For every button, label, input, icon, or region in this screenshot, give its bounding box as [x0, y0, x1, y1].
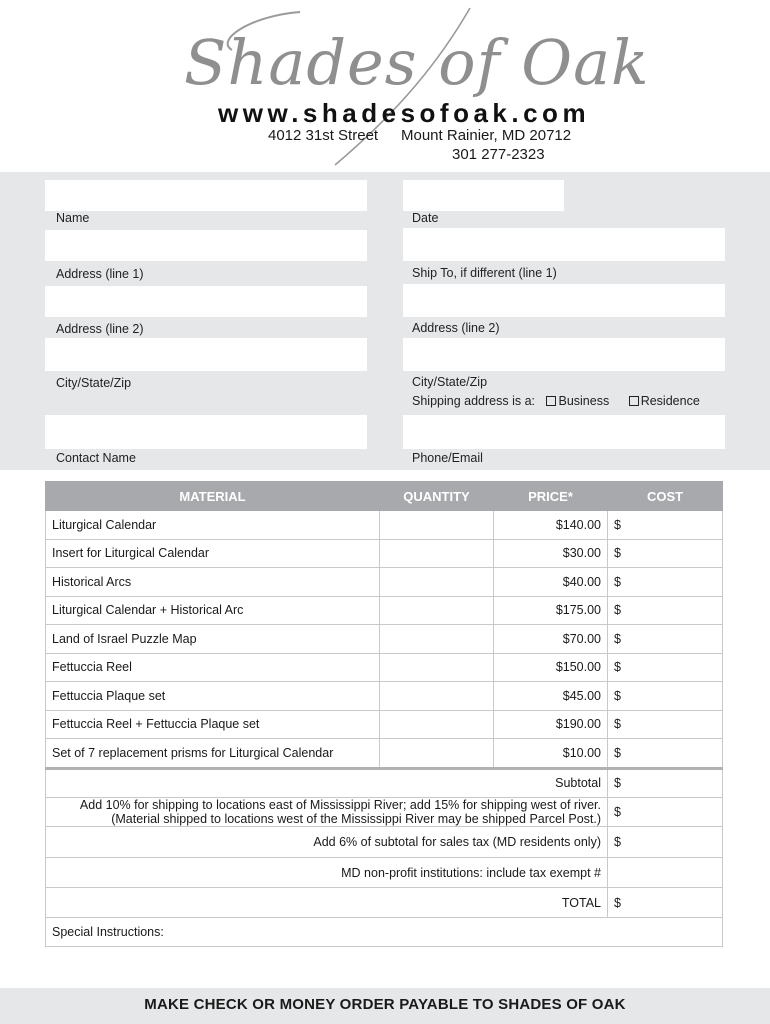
nonprofit-row — [46, 858, 723, 888]
payment-instructions: MAKE CHECK OR MONEY ORDER PAYABLE TO SHADES OF OAK — [0, 988, 770, 1024]
quantity-input[interactable] — [380, 596, 494, 625]
price-cell: $45.00 — [494, 682, 608, 711]
header-price: PRICE* — [494, 482, 608, 511]
total-row — [46, 888, 723, 918]
tax-exempt-input[interactable] — [608, 858, 723, 888]
address-line2-label: Address (line 2) — [56, 322, 144, 336]
price-cell: $175.00 — [494, 596, 608, 625]
website-url: www.shadesofoak.com — [218, 98, 591, 128]
letterhead — [0, 0, 770, 172]
quantity-input[interactable] — [380, 625, 494, 654]
material-cell: Liturgical Calendar + Historical Arc — [46, 596, 380, 625]
shipto-line2-field[interactable] — [403, 284, 725, 317]
contact-name-label: Contact Name — [56, 451, 136, 465]
address-city: Mount Rainier, MD 20712 — [401, 127, 572, 144]
special-instructions-field[interactable] — [46, 918, 723, 947]
shipping-line1: Add 10% for shipping to locations east of Mississippi River; add 15% for shipping west of river. — [79, 798, 601, 812]
shipping-row — [46, 798, 723, 827]
material-cell: Fettuccia Reel — [46, 653, 380, 682]
special-instructions-row — [46, 918, 723, 947]
name-field[interactable] — [45, 180, 367, 211]
table-row — [46, 596, 723, 625]
subtotal-label: Subtotal — [46, 768, 608, 798]
phone-email-field[interactable] — [403, 415, 725, 449]
special-instructions-label: Special Instructions: — [52, 924, 164, 939]
cost-input[interactable]: $ — [608, 710, 723, 739]
address-street: 4012 31st Street — [268, 127, 379, 144]
quantity-input[interactable] — [380, 539, 494, 568]
phone-email-label: Phone/Email — [412, 451, 483, 465]
price-cell: $190.00 — [494, 710, 608, 739]
cost-input[interactable]: $ — [608, 682, 723, 711]
material-cell: Fettuccia Reel + Fettuccia Plaque set — [46, 710, 380, 739]
table-row — [46, 739, 723, 769]
table-row — [46, 653, 723, 682]
business-label: Business — [558, 394, 610, 408]
logo: Shades of Oak — [184, 26, 650, 99]
price-cell: $40.00 — [494, 568, 608, 597]
subtotal-row — [46, 768, 723, 798]
nonprofit-label: MD non-profit institutions: include tax exempt # — [46, 858, 608, 888]
table-row — [46, 539, 723, 568]
address-line1-label: Address (line 1) — [56, 267, 144, 281]
tax-label: Add 6% of subtotal for sales tax (MD residents only) — [46, 827, 608, 858]
cost-input[interactable]: $ — [608, 625, 723, 654]
date-label: Date — [412, 211, 439, 225]
tax-row — [46, 827, 723, 858]
header-quantity: QUANTITY — [380, 482, 494, 511]
header-material: MATERIAL — [46, 482, 380, 511]
quantity-input[interactable] — [380, 682, 494, 711]
header-cost: COST — [608, 482, 723, 511]
cost-input[interactable]: $ — [608, 568, 723, 597]
phone-number: 301 277-2323 — [452, 146, 545, 163]
residence-label: Residence — [640, 394, 700, 408]
quantity-input[interactable] — [380, 739, 494, 769]
contact-name-field[interactable] — [45, 415, 367, 449]
price-cell: $150.00 — [494, 653, 608, 682]
quantity-input[interactable] — [380, 568, 494, 597]
price-cell: $140.00 — [494, 511, 608, 540]
order-table — [45, 481, 723, 947]
material-cell: Land of Israel Puzzle Map — [46, 625, 380, 654]
material-cell: Insert for Liturgical Calendar — [46, 539, 380, 568]
quantity-input[interactable] — [380, 653, 494, 682]
material-cell: Historical Arcs — [46, 568, 380, 597]
shipto-line2-label: Address (line 2) — [412, 321, 500, 335]
shipping-type-row — [412, 394, 700, 408]
cost-input[interactable]: $ — [608, 511, 723, 540]
cost-input[interactable]: $ — [608, 739, 723, 769]
date-field[interactable] — [403, 180, 564, 211]
city-state-zip-label: City/State/Zip — [56, 376, 132, 390]
total-input[interactable]: $ — [608, 888, 723, 918]
table-row — [46, 625, 723, 654]
price-cell: $70.00 — [494, 625, 608, 654]
tax-input[interactable]: $ — [608, 827, 723, 858]
residence-checkbox[interactable] — [629, 396, 639, 406]
cost-input[interactable]: $ — [608, 539, 723, 568]
city-state-zip-field[interactable] — [45, 338, 367, 371]
shipping-input[interactable]: $ — [608, 798, 723, 827]
price-cell: $10.00 — [494, 739, 608, 769]
shipto-city-field[interactable] — [403, 338, 725, 371]
name-label: Name — [56, 211, 90, 225]
total-label: TOTAL — [46, 888, 608, 918]
shipto-line1-field[interactable] — [403, 228, 725, 261]
shipping-line2: (Material shipped to locations west of the Mississippi River may be shipped Parcel Post.) — [111, 812, 601, 826]
table-row — [46, 511, 723, 540]
table-row — [46, 568, 723, 597]
shipto-line1-label: Ship To, if different (line 1) — [412, 266, 557, 280]
material-cell: Liturgical Calendar — [46, 511, 380, 540]
shipping-type-label: Shipping address is a: — [412, 394, 535, 408]
price-cell: $30.00 — [494, 539, 608, 568]
quantity-input[interactable] — [380, 511, 494, 540]
address-line2-field[interactable] — [45, 286, 367, 317]
material-cell: Set of 7 replacement prisms for Liturgical Calendar — [46, 739, 380, 769]
shipping-label — [46, 798, 608, 827]
order-table-header — [46, 482, 723, 511]
material-cell: Fettuccia Plaque set — [46, 682, 380, 711]
quantity-input[interactable] — [380, 710, 494, 739]
table-row — [46, 682, 723, 711]
customer-info-section — [0, 172, 770, 470]
cost-input[interactable]: $ — [608, 653, 723, 682]
address-line1-field[interactable] — [45, 230, 367, 261]
table-row — [46, 710, 723, 739]
cost-input[interactable]: $ — [608, 596, 723, 625]
subtotal-input[interactable]: $ — [608, 768, 723, 798]
business-checkbox[interactable] — [546, 396, 556, 406]
shipto-city-label: City/State/Zip — [412, 375, 488, 389]
